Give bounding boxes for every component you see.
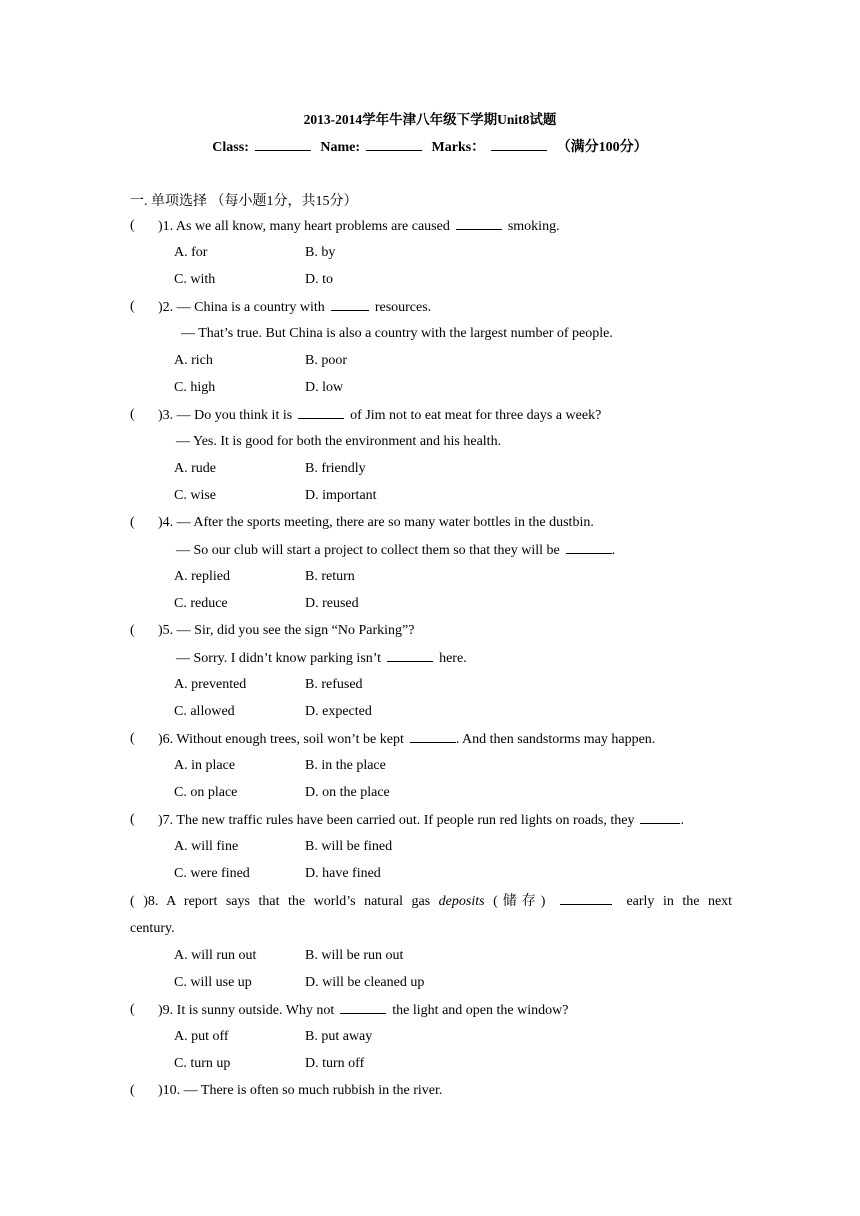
- answer-blank: [560, 892, 612, 905]
- question-text-end: smoking.: [507, 219, 560, 234]
- option-c: C. will use up: [174, 975, 252, 990]
- question-text: )10. — There is often so much rubbish in the river.: [158, 1083, 443, 1098]
- option-c: C. allowed: [174, 704, 235, 719]
- question-text: )5. — Sir, did you see the sign “No Parking”?: [158, 623, 415, 638]
- option-b: B. poor: [305, 353, 347, 368]
- option-a: A. prevented: [174, 677, 247, 692]
- question-text: )6. Without enough trees, soil won’t be kept: [158, 732, 404, 747]
- option-a: A. will fine: [174, 839, 239, 854]
- reply-text: — So our club will start a project to collect them so that they will be: [176, 543, 560, 558]
- option-d: D. will be cleaned up: [305, 975, 425, 990]
- answer-blank: [456, 217, 502, 230]
- option-d: D. expected: [305, 704, 372, 719]
- reply-text-end: .: [611, 543, 616, 558]
- question-text-end: the light and open the window?: [392, 1003, 569, 1018]
- option-d: D. on the place: [305, 785, 390, 800]
- option-c: C. with: [174, 272, 216, 287]
- question-text: )1. As we all know, many heart problems are caused: [158, 219, 450, 234]
- question-8: [130, 888, 732, 915]
- marks-blank[interactable]: [491, 138, 547, 151]
- question-text: )8. A report says that the world’s natural gas: [143, 894, 431, 909]
- name-label: Name:: [320, 140, 361, 155]
- option-d: D. turn off: [305, 1056, 365, 1071]
- answer-blank: [387, 649, 433, 662]
- answer-parens[interactable]: (: [130, 1002, 135, 1017]
- reply-text: — Yes. It is good for both the environment and his health.: [176, 434, 502, 449]
- reply-text: — That’s true. But China is also a country with the largest number of people.: [181, 326, 613, 341]
- marks-label: Marks：: [431, 140, 486, 155]
- option-b: B. will be run out: [305, 948, 404, 963]
- option-a: A. for: [174, 245, 208, 260]
- question-text: )9. It is sunny outside. Why not: [158, 1003, 335, 1018]
- option-c: C. reduce: [174, 596, 228, 611]
- question-8-continuation: century.: [130, 921, 175, 936]
- reply-text: — Sorry. I didn’t know parking isn’t: [176, 651, 382, 666]
- question-text: )7. The new traffic rules have been carried out. If people run red lights on roads, they: [158, 813, 635, 828]
- option-c: C. wise: [174, 488, 216, 503]
- option-a: A. in place: [174, 758, 236, 773]
- answer-parens[interactable]: (: [130, 218, 135, 233]
- option-a: A. put off: [174, 1029, 229, 1044]
- answer-blank: [566, 541, 612, 554]
- option-c: C. turn up: [174, 1056, 231, 1071]
- option-d: D. have fined: [305, 866, 381, 881]
- full-score: （满分100分）: [556, 140, 648, 155]
- option-d: D. reused: [305, 596, 359, 611]
- question-text-end: . And then sandstorms may happen.: [455, 732, 656, 747]
- option-b: B. will be fined: [305, 839, 393, 854]
- option-b: B. by: [305, 245, 336, 260]
- option-b: B. return: [305, 569, 355, 584]
- option-b: B. refused: [305, 677, 363, 692]
- italic-term: deposits: [438, 894, 485, 909]
- option-d: D. important: [305, 488, 377, 503]
- answer-blank: [340, 1001, 386, 1014]
- option-b: B. in the place: [305, 758, 386, 773]
- answer-blank: [410, 730, 456, 743]
- question-text: )3. — Do you think it is: [158, 408, 293, 423]
- option-a: A. rich: [174, 353, 213, 368]
- chinese-gloss: (储存): [493, 894, 546, 909]
- question-text-end: early in the next: [626, 894, 733, 909]
- reply-text-end: here.: [439, 651, 467, 666]
- answer-parens[interactable]: (: [130, 515, 135, 530]
- answer-parens[interactable]: (: [130, 894, 135, 909]
- option-a: A. will run out: [174, 948, 257, 963]
- question-text-end: .: [680, 813, 684, 828]
- question-text-end: of Jim not to eat meat for three days a week?: [350, 408, 602, 423]
- option-b: B. put away: [305, 1029, 373, 1044]
- section-heading: 一. 单项选择 （每小题1分，共15分）: [130, 194, 358, 209]
- option-b: B. friendly: [305, 461, 366, 476]
- answer-parens[interactable]: (: [130, 731, 135, 746]
- option-a: A. replied: [174, 569, 230, 584]
- option-c: C. were fined: [174, 866, 250, 881]
- answer-parens[interactable]: (: [130, 407, 135, 422]
- question-text: )2. — China is a country with: [158, 300, 325, 315]
- page-title: 2013-2014学年牛津八年级下学期Unit8试题: [303, 112, 557, 127]
- answer-parens[interactable]: (: [130, 623, 135, 638]
- answer-blank: [298, 406, 344, 419]
- answer-parens[interactable]: (: [130, 299, 135, 314]
- answer-parens[interactable]: (: [130, 1083, 135, 1098]
- name-blank[interactable]: [366, 138, 422, 151]
- answer-blank: [331, 298, 369, 311]
- answer-parens[interactable]: (: [130, 812, 135, 827]
- answer-blank: [640, 811, 680, 824]
- option-d: D. to: [305, 272, 333, 287]
- option-d: D. low: [305, 380, 344, 395]
- class-label: Class:: [212, 140, 249, 155]
- question-text-end: resources.: [374, 300, 432, 315]
- student-info-line: [0, 136, 860, 156]
- option-c: C. on place: [174, 785, 238, 800]
- option-a: A. rude: [174, 461, 216, 476]
- option-c: C. high: [174, 380, 216, 395]
- class-blank[interactable]: [255, 138, 311, 151]
- question-text: )4. — After the sports meeting, there are so many water bottles in the dustbin.: [158, 515, 594, 530]
